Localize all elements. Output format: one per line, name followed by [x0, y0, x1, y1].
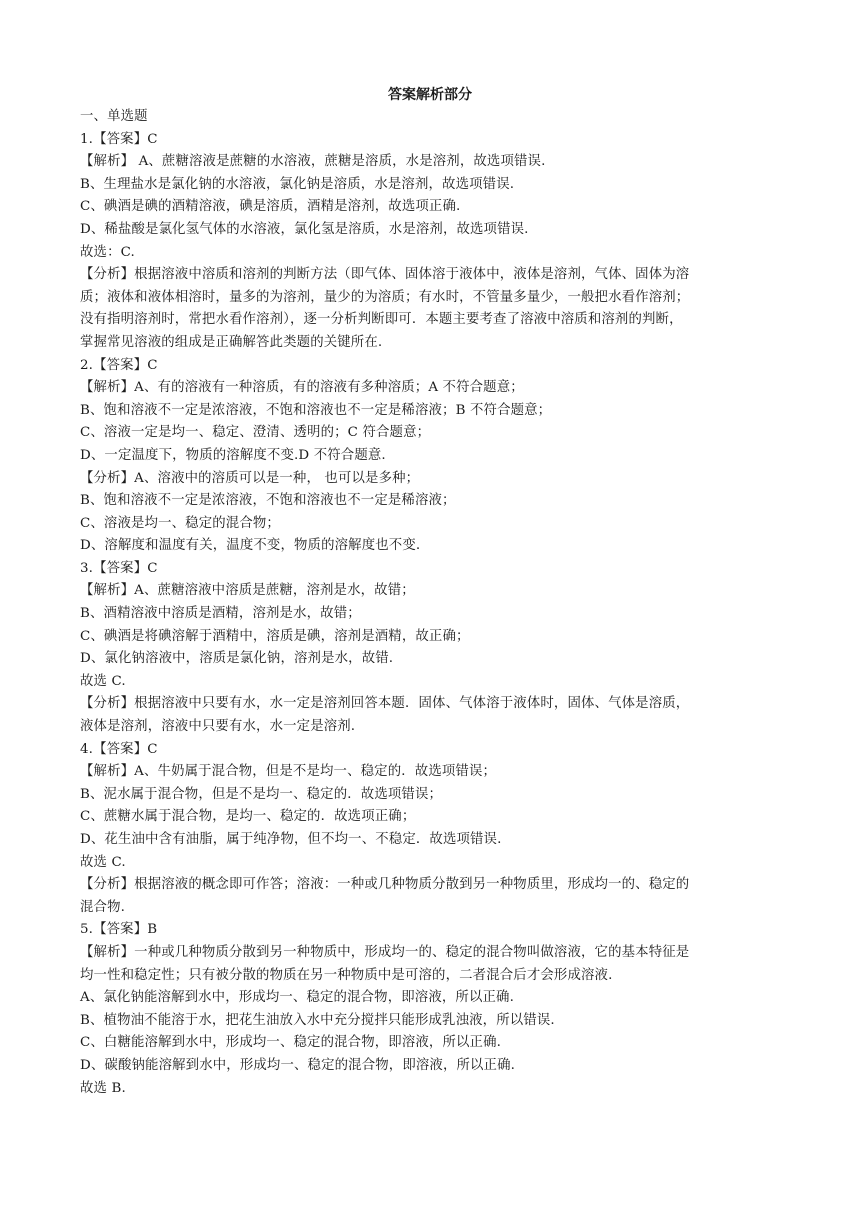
text-line: 【分析】根据溶液中只要有水，水一定是溶剂回答本题．固体、气体溶于液体时，固体、气体是溶质， — [80, 696, 690, 712]
text-line: 掌握常见溶液的组成是正确解答此类题的关键所在. — [80, 334, 383, 350]
text-line: C、碘酒是碘的酒精溶液，碘是溶质，酒精是溶剂，故选项正确. — [80, 199, 461, 215]
text-line: C、溶液是均一、稳定的混合物； — [80, 515, 280, 531]
text-line: B、泥水属于混合物，但是不是均一、稳定的．故选项错误； — [80, 786, 443, 802]
text-line: 【分析】根据溶液的概念即可作答；溶液：一种或几种物质分散到另一种物质里，形成均一的、稳定的 — [80, 877, 690, 893]
text-line: C、溶液一定是均一、稳定、澄清、透明的；C 符合题意； — [80, 425, 431, 441]
text-line: 一、单选题 — [80, 109, 148, 124]
text-line: 【解析】 A、蔗糖溶液是蔗糖的水溶液，蔗糖是溶质，水是溶剂，故选项错误. — [80, 154, 546, 170]
text-line: B、生理盐水是氯化钠的水溶液，氯化钠是溶质，水是溶剂，故选项错误. — [80, 176, 515, 192]
text-line: D、氯化钠溶液中，溶质是氯化钠，溶剂是水，故错. — [80, 651, 394, 667]
text-line: B、饱和溶液不一定是浓溶液，不饱和溶液也不一定是稀溶液；B 不符合题意； — [80, 402, 552, 418]
text-line: C、蔗糖水属于混合物，是均一、稳定的．故选项正确； — [80, 809, 416, 825]
text-line: B、植物油不能溶于水，把花生油放入水中充分搅拌只能形成乳浊液，所以错误. — [80, 1012, 555, 1028]
text-line: 【分析】根据溶液中溶质和溶剂的判断方法（即气体、固体溶于液体中，液体是溶剂，气体、固体为溶 — [80, 267, 690, 283]
text-line: B、酒精溶液中溶质是酒精，溶剂是水，故错； — [80, 606, 361, 622]
answer-body — [80, 106, 780, 1100]
text-line: 质；液体和液体相溶时，量多的为溶剂，量少的为溶质；有水时，不管量多量少，一般把水看作溶剂； — [80, 289, 690, 305]
text-line: 液体是溶剂，溶液中只要有水，水一定是溶剂. — [80, 719, 356, 735]
text-line: 没有指明溶剂时，常把水看作溶剂），逐一分析判断即可．本题主要考查了溶液中溶质和溶剂的判断， — [80, 312, 683, 328]
text-line: B、饱和溶液不一定是浓溶液，不饱和溶液也不一定是稀溶液； — [80, 493, 456, 509]
text-line: C、碘酒是将碘溶解于酒精中，溶质是碘，溶剂是酒精，故正确； — [80, 628, 470, 644]
text-line: 【解析】A、有的溶液有一种溶质，有的溶液有多种溶质；A 不符合题意； — [80, 380, 524, 396]
text-line: 5.【答案】B — [80, 922, 158, 938]
text-line: D、稀盐酸是氯化氢气体的水溶液，氯化氢是溶质，水是溶剂，故选项错误. — [80, 221, 529, 237]
text-line: 故选 B. — [80, 1080, 126, 1096]
text-line: 【解析】A、蔗糖溶液中溶质是蔗糖，溶剂是水，故错； — [80, 583, 415, 599]
text-line: 3.【答案】C — [80, 560, 158, 576]
text-line: D、溶解度和温度有关，温度不变，物质的溶解度也不变. — [80, 538, 421, 554]
text-line: 【分析】A、溶液中的溶质可以是一种， 也可以是多种； — [80, 470, 420, 486]
text-line: 故选 C. — [80, 673, 126, 689]
text-line: 故选：C. — [80, 244, 135, 260]
text-line: 【解析】A、牛奶属于混合物，但是不是均一、稳定的．故选项错误； — [80, 764, 497, 780]
text-line: 均一性和稳定性；只有被分散的物质在另一种物质中是可溶的，二者混合后才会形成溶液. — [80, 967, 613, 983]
text-line: D、碳酸钠能溶解到水中，形成均一、稳定的混合物，即溶液，所以正确. — [80, 1057, 516, 1073]
text-line: 4.【答案】C — [80, 741, 158, 757]
text-line: A、氯化钠能溶解到水中，形成均一、稳定的混合物，即溶液，所以正确. — [80, 990, 514, 1006]
text-line: D、一定温度下，物质的溶解度不变.D 不符合题意. — [80, 447, 386, 463]
page-title: 答案解析部分 — [388, 87, 472, 103]
answer-document — [80, 84, 780, 1100]
text-line: 故选 C. — [80, 854, 126, 870]
text-line: 混合物. — [80, 899, 126, 915]
text-line: D、花生油中含有油脂，属于纯净物，但不均一、不稳定．故选项错误. — [80, 832, 502, 847]
text-line: 1.【答案】C — [80, 131, 158, 147]
text-line: 2.【答案】C — [80, 357, 158, 373]
text-line: C、白糖能溶解到水中，形成均一、稳定的混合物，即溶液，所以正确. — [80, 1035, 502, 1051]
text-line: 【解析】一种或几种物质分散到另一种物质中，形成均一的、稳定的混合物叫做溶液，它的基本特征是 — [80, 944, 690, 960]
